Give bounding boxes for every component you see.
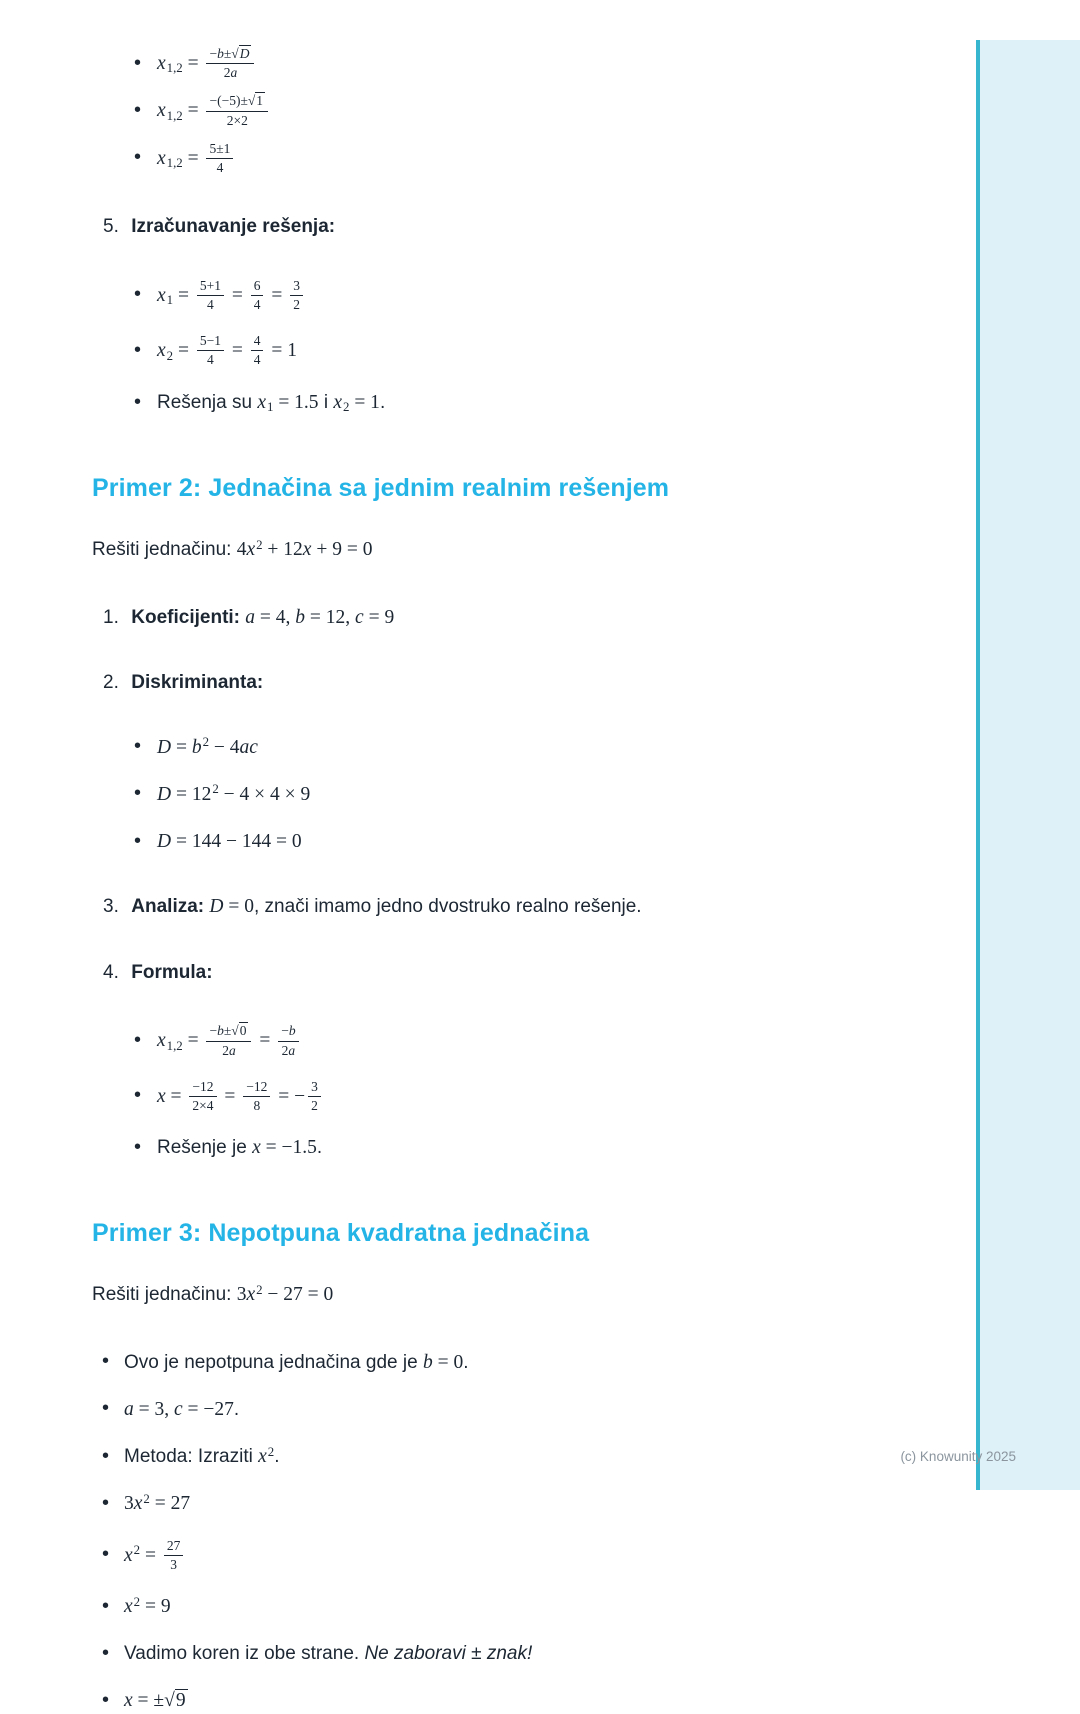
formula: [157, 830, 302, 852]
step-number: 5.: [103, 216, 119, 238]
math-token: = −: [273, 1085, 306, 1107]
math-token: Vadimo koren iz obe strane.: [124, 1643, 365, 1665]
list-item: [92, 333, 910, 368]
list-item: [92, 46, 910, 81]
math-token: 1: [267, 400, 274, 415]
math-token: a: [239, 736, 250, 758]
math-token: b: [422, 1351, 433, 1373]
list-item: [92, 1396, 910, 1423]
math-token: .: [316, 1137, 323, 1159]
math-token: 4: [253, 352, 261, 368]
bullet-icon: [102, 1640, 109, 1667]
math-token: x: [157, 1085, 166, 1107]
math-token: x: [157, 100, 166, 122]
math-token: 2×4: [192, 1097, 214, 1113]
math-token: 4: [253, 333, 261, 349]
math-token: 1,2: [166, 1038, 183, 1053]
math-token: 1: [256, 93, 264, 109]
bullet-icon: [134, 1082, 141, 1109]
list-item: [92, 1640, 910, 1667]
math-token: D: [239, 46, 250, 61]
formula: [124, 1492, 190, 1514]
math-token: −: [209, 1023, 218, 1039]
math-token: .: [233, 1398, 240, 1420]
math-token: .: [379, 391, 386, 413]
formula: [157, 333, 297, 368]
math-token: [197, 278, 224, 313]
math-token: = −27: [182, 1398, 234, 1420]
math-token: 4: [216, 159, 224, 175]
math-token: 1: [166, 293, 174, 308]
math-token: .: [274, 1446, 280, 1468]
math-token: [206, 93, 268, 128]
math-token: .: [463, 1351, 469, 1373]
math-token: ±: [223, 1023, 232, 1039]
math-token: 2: [311, 1097, 318, 1113]
math-token: b: [295, 606, 306, 628]
math-token: 5−1: [199, 333, 221, 349]
math-token: −12: [246, 1078, 268, 1094]
math-token: Metoda: Izraziti: [124, 1446, 259, 1468]
math-token: 1,2: [166, 156, 183, 171]
step-3: [92, 893, 910, 920]
math-token: i: [318, 391, 334, 413]
bullet-icon: [134, 828, 141, 855]
formula: [157, 391, 385, 413]
math-token: =: [182, 1030, 204, 1052]
math-token: =: [226, 339, 248, 361]
math-token: 2: [223, 65, 231, 81]
math-token: b: [217, 1023, 224, 1039]
list-item: [92, 278, 910, 313]
math-token: x: [124, 1690, 133, 1712]
step-number: 1.: [103, 606, 119, 628]
bullet-icon: [134, 97, 141, 124]
bullet-icon: [102, 1348, 109, 1375]
formula: [157, 1136, 322, 1158]
bullet-icon: [134, 50, 141, 77]
formula: [124, 1351, 468, 1373]
math-token: 5+1: [199, 277, 221, 293]
math-token: x: [157, 1030, 166, 1052]
math-token: + 9 = 0: [311, 539, 373, 561]
list-item: [92, 1443, 910, 1470]
math-token: 4: [207, 296, 214, 312]
bullet-icon: [102, 1541, 109, 1568]
math-token: 2: [267, 1444, 275, 1459]
top-formula-list: [92, 46, 910, 176]
step-content: [131, 606, 394, 628]
list-item: [92, 1023, 910, 1058]
step-2: [92, 669, 910, 696]
math-token: =: [173, 339, 194, 361]
math-token: Rešiti jednačinu:: [92, 539, 237, 561]
math-token: x: [157, 147, 166, 169]
step-content: [131, 671, 263, 693]
math-token: x: [257, 391, 266, 413]
math-token: D: [157, 783, 172, 805]
formula: [157, 140, 236, 175]
formula: [124, 1689, 188, 1711]
math-token: =: [266, 284, 288, 306]
math-token: [189, 1079, 216, 1114]
math-token: x: [258, 1446, 267, 1468]
math-token: Ovo je nepotpuna jednačina gde je: [124, 1351, 423, 1373]
math-token: =: [173, 284, 194, 306]
math-token: = 12: [171, 783, 212, 805]
math-token: [278, 1023, 298, 1058]
math-token: D: [209, 896, 224, 918]
math-token: =: [182, 100, 204, 122]
math-token: = 0: [223, 896, 254, 918]
bullet-icon: [102, 1443, 109, 1470]
math-token: c: [174, 1398, 183, 1420]
math-token: [251, 278, 264, 313]
math-token: Rešenja su: [157, 391, 258, 413]
equation-intro-primer-3: [92, 1281, 910, 1308]
math-token: x: [124, 1596, 133, 1618]
diskriminanta-list: [92, 734, 910, 856]
math-token: 3: [124, 1493, 134, 1515]
bullet-icon: [134, 388, 141, 415]
math-token: [243, 1079, 270, 1114]
math-token: [206, 1023, 251, 1058]
math-token: = 27: [149, 1493, 191, 1515]
math-token: 2: [133, 1594, 141, 1609]
math-token: 4: [207, 352, 214, 368]
math-token: √D: [231, 46, 250, 61]
math-token: =: [165, 1085, 187, 1107]
formula: [124, 1445, 279, 1467]
math-token: = 9: [140, 1596, 171, 1618]
math-token: −12: [192, 1078, 214, 1094]
math-token: x: [246, 1284, 256, 1306]
step-number: 4.: [103, 961, 119, 983]
math-token: Rešiti jednačinu:: [92, 1284, 237, 1306]
math-token: Ne zaboravi ± znak!: [364, 1643, 533, 1665]
math-token: c: [249, 736, 258, 758]
math-token: 2×2: [226, 112, 248, 128]
math-token: x: [133, 1493, 143, 1515]
math-token: 4: [236, 539, 247, 561]
step-content: [131, 895, 641, 917]
math-token: [290, 278, 303, 313]
list-item: [92, 93, 910, 128]
bullet-icon: [134, 780, 141, 807]
math-token: − 4 × 4 × 9: [218, 783, 311, 805]
formula: [124, 1398, 239, 1420]
bullet-icon: [134, 1027, 141, 1054]
math-token: 4: [253, 296, 261, 312]
bullet-icon: [102, 1490, 109, 1517]
heading-primer-3: Primer 3: Nepotpuna kvadratna jednačina: [92, 1219, 590, 1248]
math-token: − 27 = 0: [262, 1284, 334, 1306]
math-token: = 9: [363, 606, 395, 628]
list-item: [92, 389, 910, 417]
math-token: 3: [170, 1556, 177, 1572]
bullet-icon: [134, 1134, 141, 1161]
list-item: [92, 828, 910, 855]
math-token: a: [230, 65, 238, 81]
math-token: 2: [293, 296, 300, 312]
math-token: x: [252, 1137, 261, 1159]
math-token: 3: [311, 1078, 318, 1094]
list-item: [92, 781, 910, 808]
math-token: a: [245, 606, 256, 628]
math-token: 3: [236, 1284, 247, 1306]
math-token: 1,2: [166, 61, 183, 76]
formula: [157, 783, 310, 805]
math-token: Rešenje je: [157, 1137, 253, 1159]
math-token: x: [124, 1544, 133, 1566]
math-token: [206, 46, 254, 81]
formula: [124, 1595, 171, 1617]
primer-3-list: [92, 1349, 910, 1714]
math-token: [197, 333, 224, 368]
math-token: =: [226, 284, 248, 306]
list-item: [92, 1134, 910, 1161]
bullet-icon: [102, 1395, 109, 1422]
math-token: 2: [143, 1492, 150, 1507]
math-token: Analiza:: [131, 896, 210, 918]
math-token: = 1: [349, 391, 380, 413]
math-token: 2: [222, 1042, 229, 1058]
step-5: [92, 214, 910, 240]
math-token: D: [157, 831, 172, 853]
math-token: x: [157, 284, 166, 306]
step-4: [92, 959, 910, 986]
math-token: = 144 − 144 = 0: [171, 831, 302, 853]
math-token: 2: [256, 537, 263, 552]
math-token: = 1.5: [273, 391, 319, 413]
list-item: [92, 1538, 910, 1573]
math-token: 1,2: [166, 108, 183, 123]
math-token: [206, 141, 233, 176]
bullet-icon: [134, 144, 141, 171]
math-token: x: [157, 339, 166, 361]
math-token: =: [182, 52, 204, 74]
math-token: = 12,: [305, 606, 356, 628]
bullet-icon: [134, 281, 141, 308]
math-token: 2: [133, 1543, 141, 1558]
math-token: = 3,: [133, 1398, 174, 1420]
math-token: =: [171, 736, 192, 758]
math-token: √1: [247, 93, 264, 109]
math-token: Diskriminanta:: [131, 671, 264, 693]
math-token: √9: [164, 1690, 186, 1712]
math-token: −: [209, 46, 218, 61]
math-token: a: [124, 1398, 134, 1420]
math-token: 3: [293, 277, 300, 293]
list-item: [92, 1490, 910, 1517]
formula: [157, 1078, 324, 1113]
math-token: b: [217, 46, 224, 61]
formula: [124, 1642, 532, 1664]
bullet-icon: [102, 1593, 109, 1620]
bullet-icon: [102, 1687, 109, 1714]
math-token: 2: [343, 400, 350, 415]
formula: [157, 277, 306, 312]
step-5-list: [92, 278, 910, 417]
math-token: a: [228, 1042, 236, 1058]
bullet-icon: [134, 337, 141, 364]
math-token: c: [355, 606, 364, 628]
math-token: 2: [202, 735, 210, 750]
step-content: [131, 961, 212, 983]
math-token: 6: [253, 277, 261, 293]
bullet-icon: [134, 733, 141, 760]
step-label: Izračunavanje rešenja:: [131, 216, 336, 238]
list-item: [92, 1593, 910, 1620]
math-token: = 0: [432, 1351, 464, 1373]
math-token: 8: [253, 1097, 261, 1113]
math-token: 2: [256, 1282, 263, 1297]
list-item: [92, 1349, 910, 1376]
math-token: b: [191, 736, 202, 758]
math-token: = 4,: [255, 606, 296, 628]
formula: [157, 1023, 302, 1058]
math-token: b: [288, 1023, 296, 1039]
formula: [157, 736, 258, 758]
list-item: [92, 734, 910, 761]
math-token: 5±1: [209, 140, 231, 156]
math-token: 2: [281, 1042, 289, 1058]
math-token: x: [302, 539, 312, 561]
list-item: [92, 1687, 910, 1714]
math-token: = 1: [266, 339, 297, 361]
math-token: √0: [231, 1023, 247, 1039]
list-item: [92, 141, 910, 176]
math-token: =: [219, 1085, 241, 1107]
copyright-text: (c) Knowunity 2025: [900, 1449, 1016, 1464]
math-token: x: [157, 52, 166, 74]
math-token: x: [246, 539, 256, 561]
math-token: −: [281, 1023, 289, 1039]
math-token: 0: [239, 1023, 247, 1039]
formula-list: [92, 1023, 910, 1161]
math-token: = ±: [132, 1690, 165, 1712]
formula: [157, 46, 257, 81]
math-token: a: [288, 1042, 296, 1058]
step-number: 2.: [103, 671, 119, 693]
math-token: − 4: [209, 736, 240, 758]
math-token: 9: [175, 1690, 186, 1712]
math-token: ±: [223, 46, 232, 61]
math-token: [164, 1538, 184, 1573]
step-1: [92, 604, 910, 631]
math-token: =: [140, 1544, 161, 1566]
math-token: Formula:: [131, 961, 213, 983]
math-token: = −1.5: [260, 1137, 317, 1159]
math-token: 2: [166, 348, 174, 363]
math-token: 27: [166, 1537, 181, 1553]
math-token: D: [157, 736, 172, 758]
step-number: 3.: [103, 896, 119, 918]
math-token: [308, 1079, 321, 1114]
math-token: 2: [212, 782, 219, 797]
formula: [124, 1537, 186, 1572]
math-token: Koeficijenti:: [131, 606, 246, 628]
math-token: , znači imamo jedno dvostruko realno rešenje.: [254, 896, 642, 918]
math-token: [251, 333, 264, 368]
math-token: x: [333, 391, 342, 413]
list-item: [92, 1079, 910, 1114]
math-token: =: [182, 147, 204, 169]
math-token: =: [254, 1030, 276, 1052]
math-token: −(−5)±: [209, 93, 248, 109]
math-token: + 12: [262, 539, 303, 561]
formula: [157, 93, 271, 128]
equation-intro-primer-2: [92, 536, 910, 563]
heading-primer-2: Primer 2: Jednačina sa jednim realnim rešenjem: [92, 474, 670, 503]
